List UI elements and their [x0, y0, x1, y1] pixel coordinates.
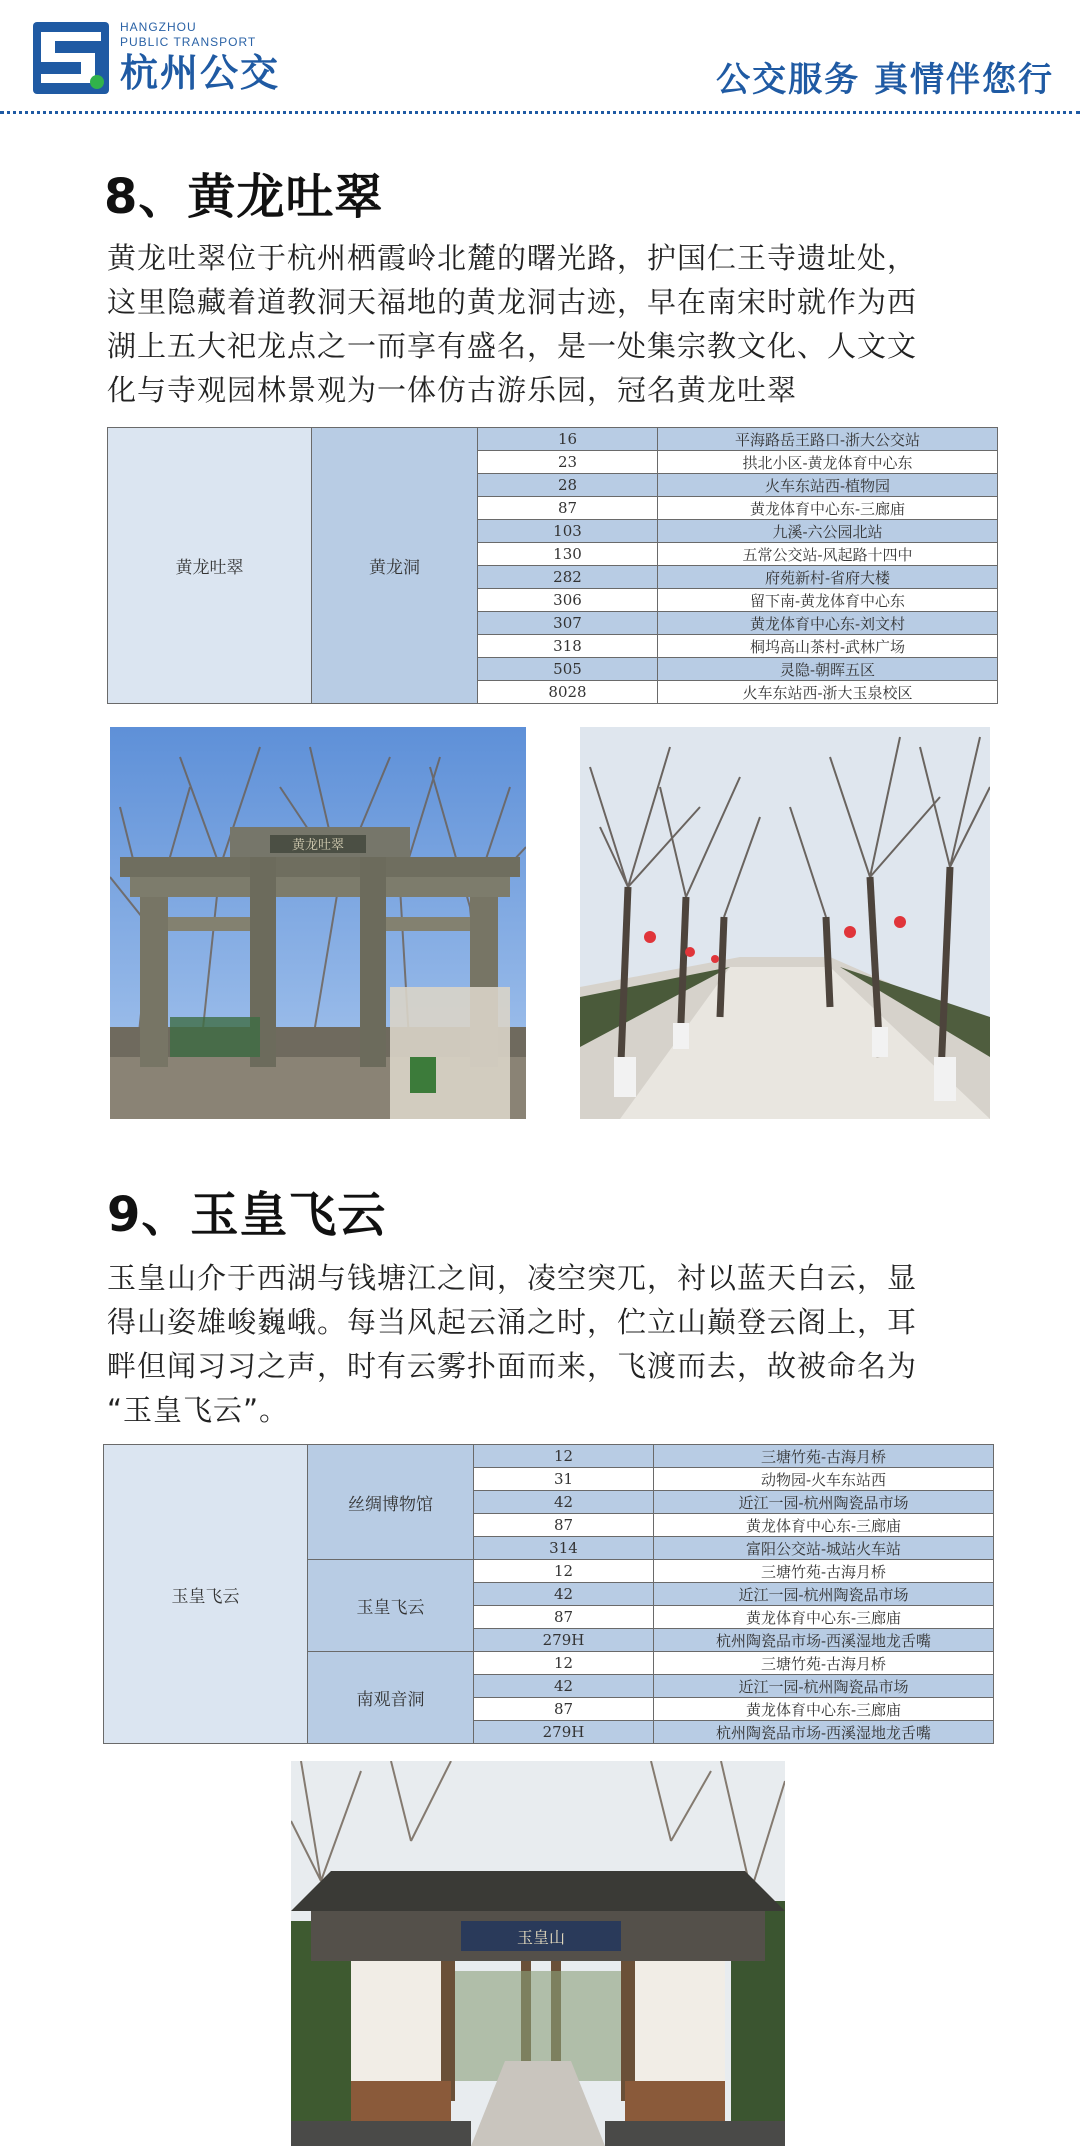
route-number-cell: 87: [474, 1514, 654, 1537]
route-description-cell: 黄龙体育中心东-三廊庙: [654, 1606, 994, 1629]
bus-stop-cell: 黄龙洞: [312, 428, 478, 704]
section9-para-line: “玉皇飞云”。: [107, 1393, 290, 1427]
route-number-cell: 12: [474, 1652, 654, 1675]
route-number-cell: 42: [474, 1583, 654, 1606]
scenic-spot-cell: 黄龙吐翠: [108, 428, 312, 704]
section8-title: 8、黄龙吐翠: [104, 169, 384, 225]
section8-para-line: 湖上五大祀龙点之一而享有盛名，是一处集宗教文化、人文文: [107, 329, 918, 363]
route-number-cell: 42: [474, 1491, 654, 1514]
memorial-arch-photo: [110, 727, 526, 1119]
route-description-cell: 三塘竹苑-古海月桥: [654, 1445, 994, 1468]
bus-stop-cell: 玉皇飞云: [308, 1560, 474, 1652]
route-description-cell: 近江一园-杭州陶瓷品市场: [654, 1491, 994, 1514]
route-description-cell: 杭州陶瓷品市场-西溪湿地龙舌嘴: [654, 1629, 994, 1652]
route-number-cell: 279H: [474, 1721, 654, 1744]
route-description-cell: 近江一园-杭州陶瓷品市场: [654, 1583, 994, 1606]
route-number-cell: 306: [478, 589, 658, 612]
section8-route-table: [107, 427, 998, 704]
route-description-cell: 黄龙体育中心东-三廊庙: [654, 1514, 994, 1537]
route-number-cell: 318: [478, 635, 658, 658]
route-number-cell: 8028: [478, 681, 658, 704]
route-number-cell: 282: [478, 566, 658, 589]
route-number-cell: 87: [478, 497, 658, 520]
arch-plaque-text: 黄龙吐翠: [291, 838, 345, 853]
logo-en-line1: HANGZHOU: [120, 20, 197, 34]
route-number-cell: 42: [474, 1675, 654, 1698]
route-description-cell: 近江一园-杭州陶瓷品市场: [654, 1675, 994, 1698]
route-description-cell: 桐坞高山茶村-武林广场: [658, 635, 998, 658]
route-number-cell: 307: [478, 612, 658, 635]
table-row: [108, 428, 998, 451]
route-description-cell: 府苑新村-省府大楼: [658, 566, 998, 589]
bus-stop-cell: 丝绸博物馆: [308, 1445, 474, 1560]
bus-stop-cell: 南观音洞: [308, 1652, 474, 1744]
section8-para-line: 黄龙吐翠位于杭州栖霞岭北麓的曙光路，护国仁王寺遗址处，: [107, 241, 918, 275]
hangzhou-bus-logo-icon: [33, 22, 109, 98]
route-number-cell: 16: [478, 428, 658, 451]
route-description-cell: 黄龙体育中心东-三廊庙: [658, 497, 998, 520]
route-number-cell: 12: [474, 1445, 654, 1468]
table-row: [104, 1445, 994, 1468]
logo-english-name: [120, 20, 256, 50]
route-description-cell: 黄龙体育中心东-三廊庙: [654, 1698, 994, 1721]
route-number-cell: 87: [474, 1698, 654, 1721]
route-description-cell: 拱北小区-黄龙体育中心东: [658, 451, 998, 474]
section9-para-line: 畔但闻习习之声，时有云雾扑面而来，飞渡而去，故被命名为: [107, 1349, 918, 1383]
scenic-spot-cell: 玉皇飞云: [104, 1445, 308, 1744]
route-number-cell: 103: [478, 520, 658, 543]
route-description-cell: 五常公交站-风起路十四中: [658, 543, 998, 566]
route-description-cell: 三塘竹苑-古海月桥: [654, 1560, 994, 1583]
route-description-cell: 动物园-火车东站西: [654, 1468, 994, 1491]
section9-paragraph: [107, 1256, 1007, 1432]
route-number-cell: 314: [474, 1537, 654, 1560]
section9-route-table: [103, 1444, 994, 1744]
yuhuang-pavilion-photo: [291, 1761, 785, 2146]
route-description-cell: 灵隐-朝晖五区: [658, 658, 998, 681]
route-description-cell: 平海路岳王路口-浙大公交站: [658, 428, 998, 451]
section9-para-line: 玉皇山介于西湖与钱塘江之间，凌空突兀，衬以蓝天白云，显: [107, 1261, 918, 1295]
section9-title: 9、玉皇飞云: [107, 1187, 387, 1243]
logo-en-line2: PUBLIC TRANSPORT: [120, 35, 257, 49]
logo-chinese-name: 杭州公交: [120, 51, 281, 95]
route-description-cell: 富阳公交站-城站火车站: [654, 1537, 994, 1560]
route-number-cell: 31: [474, 1468, 654, 1491]
header-divider: [0, 111, 1080, 114]
route-description-cell: 黄龙体育中心东-刘文村: [658, 612, 998, 635]
route-description-cell: 留下南-黄龙体育中心东: [658, 589, 998, 612]
route-number-cell: 12: [474, 1560, 654, 1583]
route-number-cell: 130: [478, 543, 658, 566]
section9-para-line: 得山姿雄峻巍峨。每当风起云涌之时，伫立山巅登云阁上，耳: [107, 1305, 918, 1339]
section8-para-line: 化与寺观园林景观为一体仿古游乐园，冠名黄龙吐翠: [107, 373, 798, 407]
route-description-cell: 三塘竹苑-古海月桥: [654, 1652, 994, 1675]
plane-tree-avenue-photo: [580, 727, 990, 1119]
route-number-cell: 28: [478, 474, 658, 497]
route-number-cell: 87: [474, 1606, 654, 1629]
pavilion-plaque-text: 玉皇山: [516, 1928, 566, 1947]
route-description-cell: 九溪-六公园北站: [658, 520, 998, 543]
route-number-cell: 505: [478, 658, 658, 681]
section8-para-line: 这里隐藏着道教洞天福地的黄龙洞古迹，早在南宋时就作为西: [107, 285, 918, 319]
header-slogan: 公交服务 真情伴您行: [716, 60, 1054, 100]
route-description-cell: 火车东站西-植物园: [658, 474, 998, 497]
route-number-cell: 23: [478, 451, 658, 474]
route-description-cell: 杭州陶瓷品市场-西溪湿地龙舌嘴: [654, 1721, 994, 1744]
section8-paragraph: [107, 236, 1007, 412]
route-number-cell: 279H: [474, 1629, 654, 1652]
page-header: [0, 0, 1080, 112]
route-description-cell: 火车东站西-浙大玉泉校区: [658, 681, 998, 704]
